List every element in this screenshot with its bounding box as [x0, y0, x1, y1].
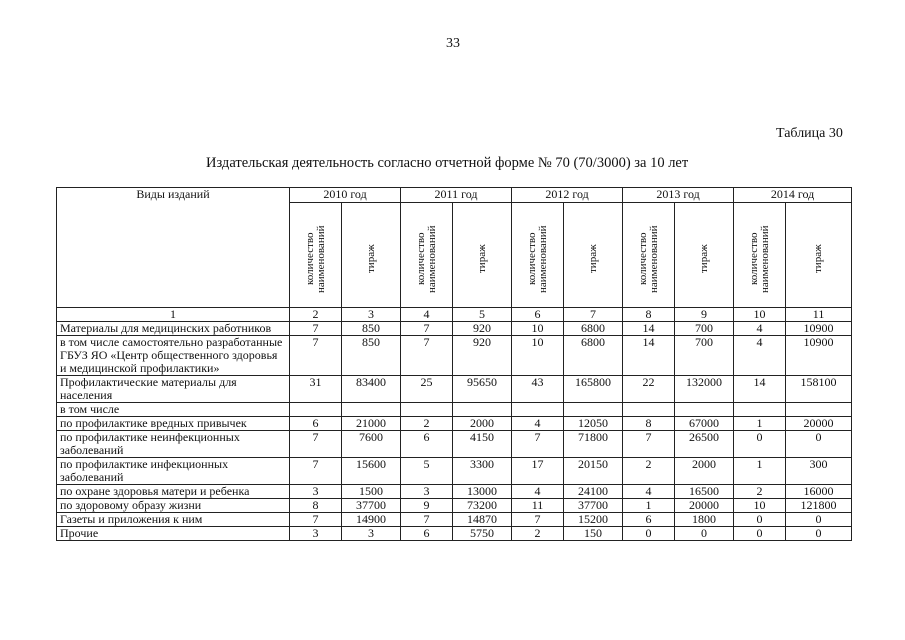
page-number: 33: [446, 36, 460, 51]
table-row: [57, 485, 852, 499]
column-number: 11: [786, 308, 852, 322]
cell-value: 5: [401, 458, 453, 485]
cell-value: 700: [675, 336, 734, 376]
cell-value: 10900: [786, 322, 852, 336]
cell-value: 150: [564, 527, 623, 541]
cell-value: [675, 403, 734, 417]
cell-value: 0: [734, 513, 786, 527]
cell-value: [623, 403, 675, 417]
cell-value: 6: [623, 513, 675, 527]
cell-value: 7: [512, 513, 564, 527]
cell-value: 920: [453, 322, 512, 336]
column-number: 1: [57, 308, 290, 322]
cell-value: 7: [623, 431, 675, 458]
cell-value: 2: [401, 417, 453, 431]
header-print: тираж: [564, 203, 623, 308]
cell-value: 6800: [564, 322, 623, 336]
column-number: 6: [512, 308, 564, 322]
cell-value: 37700: [564, 499, 623, 513]
table-row: [57, 458, 852, 485]
cell-value: 0: [786, 431, 852, 458]
cell-value: 67000: [675, 417, 734, 431]
cell-value: 1500: [342, 485, 401, 499]
header-print: тираж: [786, 203, 852, 308]
cell-value: 2: [623, 458, 675, 485]
cell-value: 15200: [564, 513, 623, 527]
column-number: 3: [342, 308, 401, 322]
cell-value: 1: [734, 417, 786, 431]
cell-value: 7: [290, 322, 342, 336]
row-name: по охране здоровья матери и ребенка: [57, 485, 290, 499]
table-row: [57, 336, 852, 376]
row-name: в том числе самостоятельно разработанные ГБУЗ ЯО «Центр общественного здоровья и медицинской профилактики»: [57, 336, 290, 376]
cell-value: 7: [401, 322, 453, 336]
cell-value: [453, 403, 512, 417]
header-year: 2014 год: [734, 188, 852, 203]
row-name: в том числе: [57, 403, 290, 417]
cell-value: 16000: [786, 485, 852, 499]
publishing-table: [56, 187, 852, 541]
cell-value: 121800: [786, 499, 852, 513]
cell-value: 31: [290, 376, 342, 403]
cell-value: 3: [290, 527, 342, 541]
header-print: тираж: [675, 203, 734, 308]
row-name: по здоровому образу жизни: [57, 499, 290, 513]
header-count: количество наименований: [512, 203, 564, 308]
cell-value: 0: [786, 513, 852, 527]
cell-value: 7: [290, 513, 342, 527]
table-row: [57, 376, 852, 403]
cell-value: 2: [734, 485, 786, 499]
cell-value: 12050: [564, 417, 623, 431]
cell-value: [734, 403, 786, 417]
cell-value: 4150: [453, 431, 512, 458]
header-kinds: Виды изданий: [57, 188, 290, 308]
cell-value: [342, 403, 401, 417]
cell-value: 20000: [786, 417, 852, 431]
cell-value: 158100: [786, 376, 852, 403]
cell-value: 37700: [342, 499, 401, 513]
cell-value: 0: [623, 527, 675, 541]
column-numbers-row: [57, 308, 852, 322]
cell-value: 7: [512, 431, 564, 458]
cell-value: 1: [623, 499, 675, 513]
cell-value: 3: [290, 485, 342, 499]
table-title: Издательская деятельность согласно отчетной форме № 70 (70/3000) за 10 лет: [206, 155, 689, 171]
table-label: Таблица 30: [776, 126, 843, 141]
cell-value: 24100: [564, 485, 623, 499]
row-name: по профилактике инфекционных заболеваний: [57, 458, 290, 485]
cell-value: 10: [512, 322, 564, 336]
row-name: Газеты и приложения к ним: [57, 513, 290, 527]
cell-value: 6800: [564, 336, 623, 376]
cell-value: 300: [786, 458, 852, 485]
cell-value: 4: [734, 336, 786, 376]
cell-value: 4: [512, 417, 564, 431]
cell-value: 7: [401, 513, 453, 527]
cell-value: 14900: [342, 513, 401, 527]
cell-value: 5750: [453, 527, 512, 541]
cell-value: 21000: [342, 417, 401, 431]
cell-value: 7600: [342, 431, 401, 458]
column-number: 2: [290, 308, 342, 322]
column-number: 5: [453, 308, 512, 322]
cell-value: 8: [623, 417, 675, 431]
header-year: 2012 год: [512, 188, 623, 203]
cell-value: 20150: [564, 458, 623, 485]
cell-value: 15600: [342, 458, 401, 485]
cell-value: 2: [512, 527, 564, 541]
column-number: 10: [734, 308, 786, 322]
cell-value: 11: [512, 499, 564, 513]
table-row: [57, 417, 852, 431]
table-row: [57, 499, 852, 513]
row-name: по профилактике вредных привычек: [57, 417, 290, 431]
cell-value: 25: [401, 376, 453, 403]
table-row: [57, 527, 852, 541]
table-row: [57, 431, 852, 458]
row-name: Профилактические материалы для населения: [57, 376, 290, 403]
cell-value: [401, 403, 453, 417]
column-number: 4: [401, 308, 453, 322]
header-years-row: [57, 188, 852, 203]
cell-value: 6: [401, 431, 453, 458]
header-count: количество наименований: [623, 203, 675, 308]
column-number: 8: [623, 308, 675, 322]
cell-value: 1800: [675, 513, 734, 527]
cell-value: 3300: [453, 458, 512, 485]
header-count: количество наименований: [290, 203, 342, 308]
row-name: по профилактике неинфекционных заболеваний: [57, 431, 290, 458]
cell-value: 22: [623, 376, 675, 403]
cell-value: 95650: [453, 376, 512, 403]
cell-value: 14: [734, 376, 786, 403]
cell-value: 1: [734, 458, 786, 485]
cell-value: 14: [623, 336, 675, 376]
column-number: 9: [675, 308, 734, 322]
row-name: Материалы для медицинских работников: [57, 322, 290, 336]
cell-value: 7: [401, 336, 453, 376]
cell-value: 7: [290, 458, 342, 485]
cell-value: 2000: [453, 417, 512, 431]
cell-value: 920: [453, 336, 512, 376]
row-name: Прочие: [57, 527, 290, 541]
cell-value: 4: [512, 485, 564, 499]
cell-value: 43: [512, 376, 564, 403]
cell-value: 132000: [675, 376, 734, 403]
header-print: тираж: [342, 203, 401, 308]
cell-value: 0: [675, 527, 734, 541]
cell-value: [290, 403, 342, 417]
cell-value: 0: [786, 527, 852, 541]
cell-value: 73200: [453, 499, 512, 513]
cell-value: 10900: [786, 336, 852, 376]
table-row: [57, 322, 852, 336]
header-year: 2013 год: [623, 188, 734, 203]
cell-value: 700: [675, 322, 734, 336]
cell-value: 83400: [342, 376, 401, 403]
cell-value: 26500: [675, 431, 734, 458]
cell-value: 71800: [564, 431, 623, 458]
cell-value: 850: [342, 336, 401, 376]
cell-value: 9: [401, 499, 453, 513]
cell-value: 8: [290, 499, 342, 513]
cell-value: 10: [734, 499, 786, 513]
table-row: [57, 403, 852, 417]
cell-value: 10: [512, 336, 564, 376]
cell-value: 0: [734, 431, 786, 458]
cell-value: 20000: [675, 499, 734, 513]
header-year: 2011 год: [401, 188, 512, 203]
cell-value: [786, 403, 852, 417]
cell-value: [564, 403, 623, 417]
cell-value: 7: [290, 431, 342, 458]
cell-value: 2000: [675, 458, 734, 485]
cell-value: 850: [342, 322, 401, 336]
cell-value: 3: [401, 485, 453, 499]
header-print: тираж: [453, 203, 512, 308]
header-count: количество наименований: [734, 203, 786, 308]
cell-value: 16500: [675, 485, 734, 499]
cell-value: 4: [734, 322, 786, 336]
column-number: 7: [564, 308, 623, 322]
cell-value: 4: [623, 485, 675, 499]
cell-value: 6: [290, 417, 342, 431]
header-year: 2010 год: [290, 188, 401, 203]
cell-value: 0: [734, 527, 786, 541]
cell-value: 14870: [453, 513, 512, 527]
cell-value: 7: [290, 336, 342, 376]
cell-value: 3: [342, 527, 401, 541]
table-row: [57, 513, 852, 527]
cell-value: 17: [512, 458, 564, 485]
header-count: количество наименований: [401, 203, 453, 308]
cell-value: 165800: [564, 376, 623, 403]
cell-value: 6: [401, 527, 453, 541]
cell-value: [512, 403, 564, 417]
cell-value: 13000: [453, 485, 512, 499]
cell-value: 14: [623, 322, 675, 336]
